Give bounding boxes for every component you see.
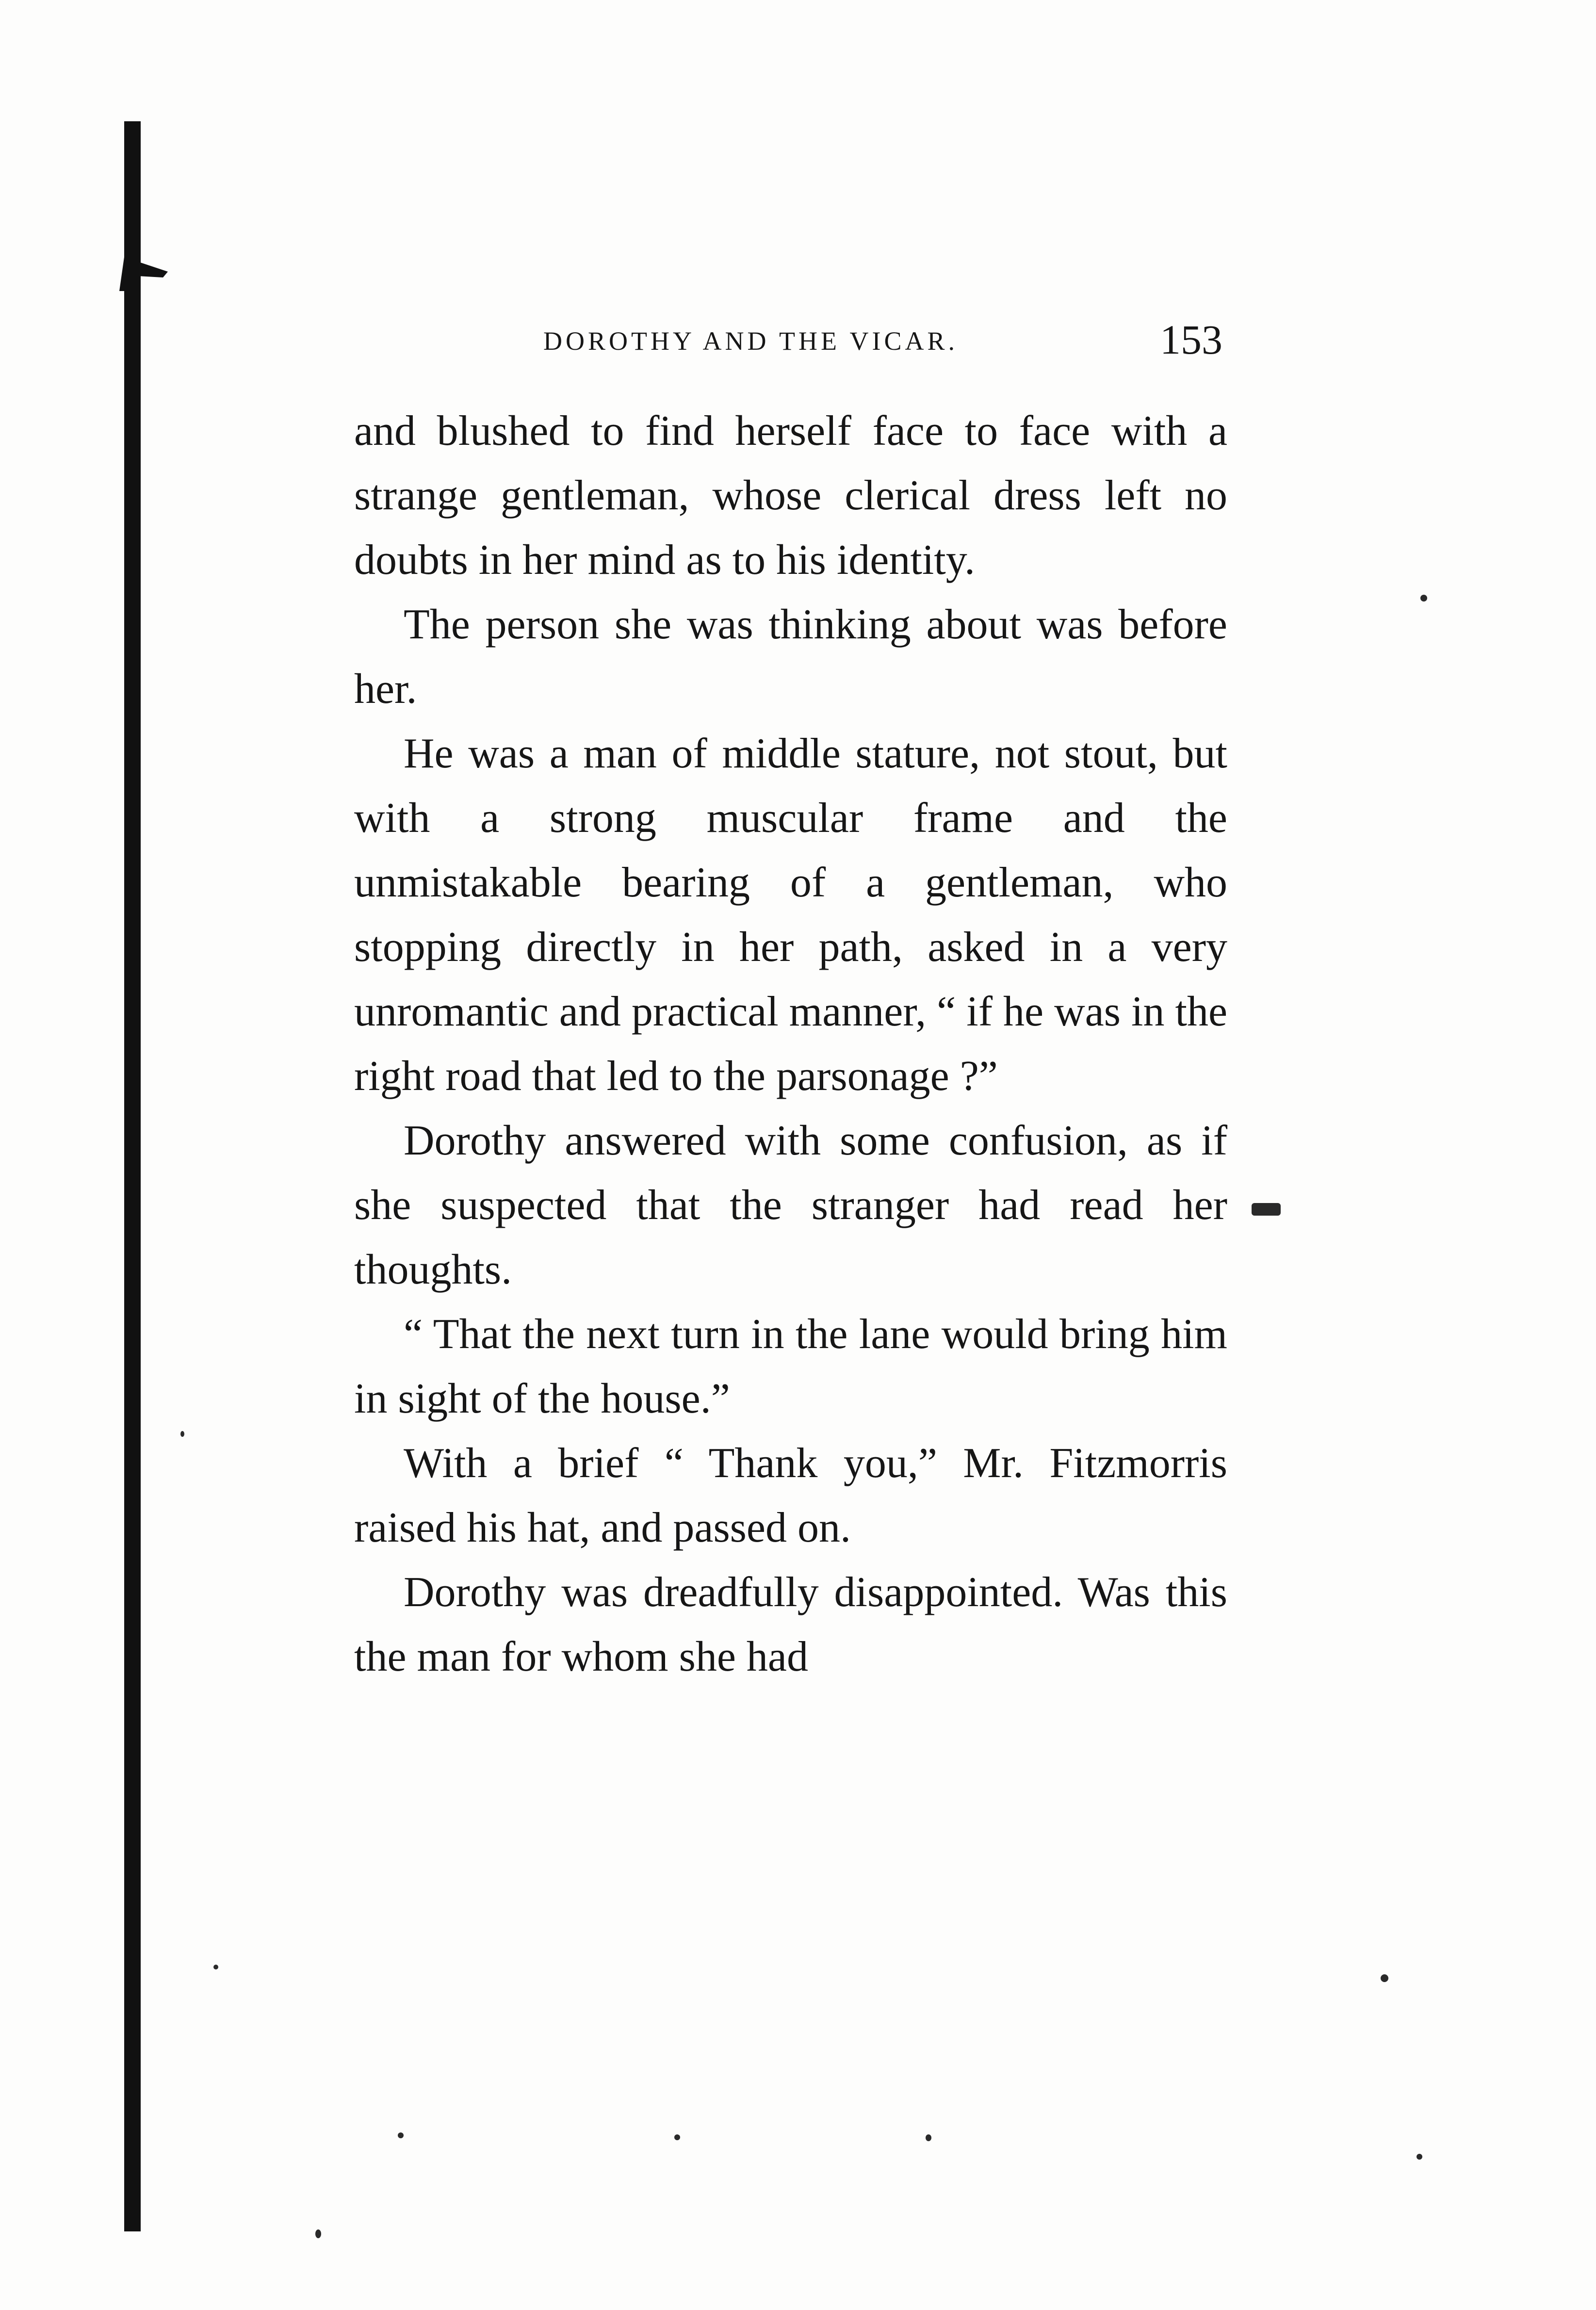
binding-notch [110,252,173,296]
paragraph-5: “ That the next turn in the lane would bring him in sight of the house.” [354,1311,1227,1422]
body-text [354,399,1227,1689]
ink-speck [1420,595,1427,602]
page-header [543,315,1222,369]
ink-speck [674,2134,680,2140]
running-head: DOROTHY AND THE VICAR. [543,326,959,356]
ink-speck [1417,2154,1422,2160]
ink-speck [398,2132,404,2138]
binding-shadow [124,121,141,2231]
page-number: 153 [1160,316,1222,363]
ink-speck [315,2229,321,2238]
ink-speck [1381,1974,1388,1982]
ink-speck [180,1431,184,1437]
paragraph-3: He was a man of middle stature, not stout, but with a strong muscular frame and the unmistakable bearing of a gentleman, who stopping directly in her path, asked in a very unromantic and practical manner, “ if he was in the right road that led to the parsonage ?” [354,730,1227,1100]
ink-speck [926,2134,931,2141]
paragraph-4: Dorothy answered with some confusion, as if she suspected that the stranger had read her thoughts. [354,1117,1227,1293]
paragraph-7: Dorothy was dreadfully disappointed. Was this the man for whom she had [354,1569,1227,1680]
ink-speck [213,1965,218,1969]
paragraph-6: With a brief “ Thank you,” Mr. Fitzmorris raised his hat, and passed on. [354,1440,1227,1551]
paragraph-1: and blushed to find herself face to face with a strange gentleman, whose clerical dress left no doubts in her mind as to his identity. [354,407,1227,584]
paragraph-2: The person she was thinking about was before her. [354,601,1227,713]
ink-speck [1252,1203,1281,1216]
